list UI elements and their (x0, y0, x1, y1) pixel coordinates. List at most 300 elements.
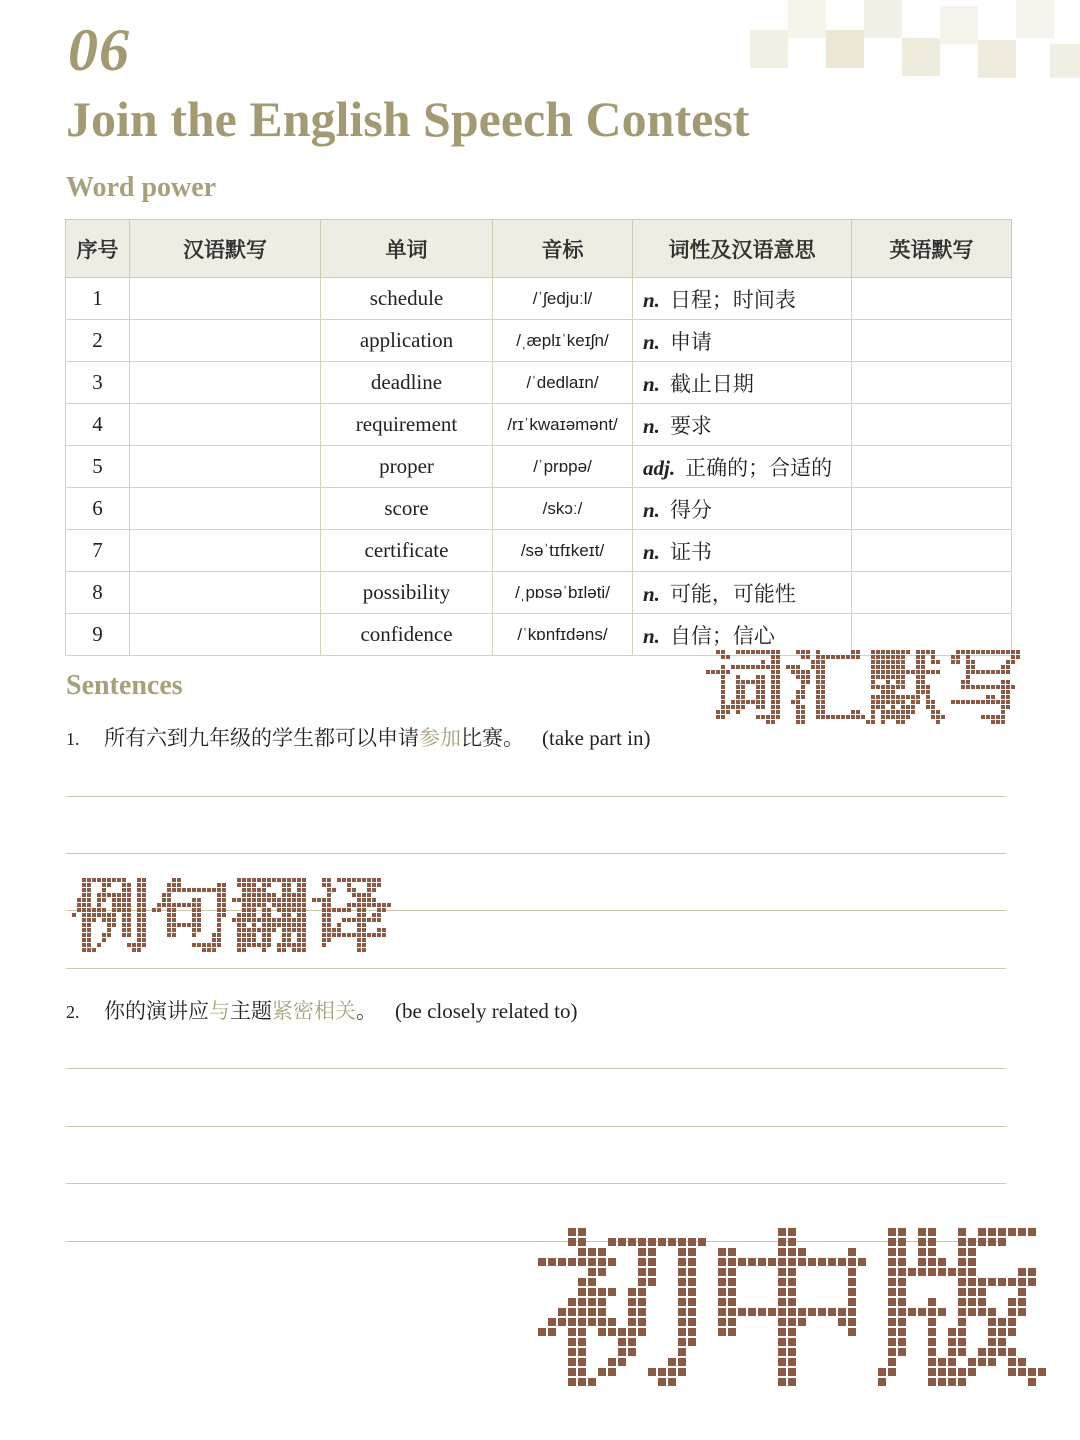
stamp-pixel (788, 1318, 796, 1326)
stamp-pixel (756, 695, 760, 699)
word-cell: application (321, 320, 493, 362)
stamp-pixel (382, 933, 386, 937)
stamp-pixel (102, 918, 106, 922)
stamp-pixel (886, 655, 890, 659)
stamp-pixel (821, 685, 825, 689)
answer-line[interactable] (66, 853, 1006, 854)
chinese-meaning: 截止日期 (669, 371, 754, 396)
stamp-pixel (881, 700, 885, 704)
english-dictation-cell[interactable] (852, 446, 1012, 488)
stamp-pixel (928, 1318, 936, 1326)
stamp-pixel (771, 690, 775, 694)
stamp-pixel (1006, 690, 1010, 694)
stamp-pixel (247, 893, 251, 897)
english-dictation-cell[interactable] (852, 572, 1012, 614)
stamp-pixel (776, 670, 780, 674)
stamp-pixel (1001, 670, 1005, 674)
stamp-pixel (598, 1328, 606, 1336)
stamp-pixel (257, 943, 261, 947)
stamp-pixel (262, 933, 266, 937)
stamp-pixel (998, 1338, 1006, 1346)
stamp-pixel (898, 1308, 906, 1316)
english-dictation-cell[interactable] (852, 530, 1012, 572)
stamp-pixel (891, 660, 895, 664)
stamp-pixel (167, 928, 171, 932)
stamp-pixel (961, 685, 965, 689)
stamp-pixel (721, 675, 725, 679)
stamp-pixel (958, 1348, 966, 1356)
stamp-pixel (192, 943, 196, 947)
stamp-pixel (881, 710, 885, 714)
stamp-pixel (736, 680, 740, 684)
stamp-pixel (262, 923, 266, 927)
stamp-pixel (252, 943, 256, 947)
stamp-pixel (851, 715, 855, 719)
stamp-pixel (332, 933, 336, 937)
stamp-pixel (871, 705, 875, 709)
english-dictation-cell[interactable] (852, 278, 1012, 320)
stamp-pixel (222, 913, 226, 917)
stamp-pixel (848, 1298, 856, 1306)
stamp-pixel (718, 1328, 726, 1336)
stamp-pixel (736, 705, 740, 709)
stamp-pixel (578, 1368, 586, 1376)
english-dictation-cell[interactable] (852, 320, 1012, 362)
stamp-pixel (568, 1238, 576, 1246)
stamp-pixel (741, 695, 745, 699)
stamp-pixel (956, 650, 960, 654)
stamp-pixel (252, 928, 256, 932)
stamp-pixel (771, 710, 775, 714)
stamp-pixel (87, 923, 91, 927)
sentence-text: 主题 (230, 999, 272, 1023)
stamp-pixel (958, 1248, 966, 1256)
stamp-pixel (142, 938, 146, 942)
table-row (66, 404, 1012, 446)
stamp-pixel (357, 923, 361, 927)
chinese-dictation-cell[interactable] (130, 446, 321, 488)
stamp-pixel (968, 1308, 976, 1316)
column-header: 词性及汉语意思 (633, 220, 852, 278)
stamp-pixel (891, 705, 895, 709)
stamp-pixel (237, 938, 241, 942)
stamp-pixel (938, 1368, 946, 1376)
stamp-pixel (372, 883, 376, 887)
stamp-pixel (821, 710, 825, 714)
stamp-pixel (688, 1308, 696, 1316)
stamp-pixel (721, 650, 725, 654)
stamp-pixel (906, 705, 910, 709)
stamp-pixel (776, 705, 780, 709)
stamp-pixel (858, 1258, 866, 1266)
stamp-pixel (97, 908, 101, 912)
stamp-pixel (362, 908, 366, 912)
stamp-pixel (102, 888, 106, 892)
stamp-pixel (217, 933, 221, 937)
stamp-pixel (87, 933, 91, 937)
stamp-pixel (971, 700, 975, 704)
english-dictation-cell[interactable] (852, 404, 1012, 446)
stamp-pixel (628, 1318, 636, 1326)
stamp-pixel (362, 938, 366, 942)
stamp-pixel (776, 665, 780, 669)
stamp-pixel (247, 908, 251, 912)
answer-line[interactable] (66, 1126, 1006, 1127)
stamp-pixel (347, 908, 351, 912)
stamp-pixel (122, 898, 126, 902)
stamp-pixel (372, 918, 376, 922)
stamp-pixel (896, 720, 900, 724)
stamp-pixel (222, 888, 226, 892)
stamp-pixel (287, 908, 291, 912)
stamp-pixel (588, 1298, 596, 1306)
stamp-pixel (362, 918, 366, 922)
stamp-pixel (886, 690, 890, 694)
stamp-pixel (988, 1278, 996, 1286)
stamp-pixel (928, 1228, 936, 1236)
key-phrase: 紧密相关 (272, 999, 356, 1023)
chinese-dictation-cell[interactable] (130, 320, 321, 362)
stamp-pixel (292, 918, 296, 922)
stamp-pixel (102, 893, 106, 897)
stamp-pixel (167, 918, 171, 922)
stamp-pixel (871, 700, 875, 704)
stamp-pixel (357, 933, 361, 937)
stamp-pixel (262, 903, 266, 907)
stamp-pixel (252, 923, 256, 927)
stamp-pixel (728, 1318, 736, 1326)
stamp-pixel (132, 948, 136, 952)
stamp-pixel (277, 908, 281, 912)
stamp-pixel (327, 903, 331, 907)
stamp-pixel (302, 948, 306, 952)
stamp-pixel (292, 943, 296, 947)
chinese-dictation-cell[interactable] (130, 572, 321, 614)
stamp-pixel (928, 1268, 936, 1276)
sentences-heading: Sentences (66, 670, 183, 701)
stamp-pixel (678, 1288, 686, 1296)
stamp-pixel (998, 1348, 1006, 1356)
stamp-pixel (1008, 1318, 1016, 1326)
stamp-pixel (898, 1348, 906, 1356)
sentence-1 (66, 722, 650, 752)
stamp-pixel (372, 898, 376, 902)
stamp-pixel (958, 1268, 966, 1276)
stamp-pixel (1006, 685, 1010, 689)
stamp-pixel (87, 898, 91, 902)
stamp-pixel (888, 1318, 896, 1326)
stamp-pixel (998, 1318, 1006, 1326)
stamp-pixel (776, 660, 780, 664)
stamp-pixel (901, 675, 905, 679)
stamp-pixel (918, 1308, 926, 1316)
stamp-pixel (831, 655, 835, 659)
phonetic-cell: /ˌæplɪˈkeɪʃn/ (493, 320, 633, 362)
stamp-pixel (986, 685, 990, 689)
stamp-pixel (332, 908, 336, 912)
answer-line[interactable] (66, 1068, 1006, 1069)
stamp-pixel (92, 948, 96, 952)
stamp-pixel (801, 685, 805, 689)
word-cell: requirement (321, 404, 493, 446)
stamp-pixel (598, 1318, 606, 1326)
stamp-pixel (372, 878, 376, 882)
stamp-pixel (202, 943, 206, 947)
stamp-pixel (367, 933, 371, 937)
stamp-pixel (746, 680, 750, 684)
answer-line[interactable] (66, 1183, 1006, 1184)
stamp-pixel (262, 948, 266, 952)
stamp-pixel (568, 1358, 576, 1366)
stamp-pixel (966, 660, 970, 664)
stamp-pixel (776, 650, 780, 654)
stamp-pixel (821, 700, 825, 704)
stamp-pixel (901, 665, 905, 669)
stamp-pixel (798, 1258, 806, 1266)
stamp-pixel (262, 893, 266, 897)
stamp-pixel (901, 710, 905, 714)
stamp-pixel (921, 690, 925, 694)
stamp-pixel (222, 903, 226, 907)
stamp-pixel (716, 710, 720, 714)
stamp-pixel (222, 898, 226, 902)
stamp-pixel (282, 948, 286, 952)
english-dictation-cell[interactable] (852, 488, 1012, 530)
sentence-text: 。 (356, 999, 377, 1023)
stamp-pixel (796, 700, 800, 704)
stamp-pixel (352, 918, 356, 922)
stamp-pixel (731, 700, 735, 704)
stamp-pixel (1016, 650, 1020, 654)
stamp-pixel (911, 695, 915, 699)
chinese-dictation-cell[interactable] (130, 404, 321, 446)
stamp-pixel (337, 923, 341, 927)
stamp-pixel (688, 1238, 696, 1246)
stamp-pixel (357, 903, 361, 907)
stamp-pixel (97, 943, 101, 947)
stamp-pixel (746, 650, 750, 654)
stamp-pixel (367, 883, 371, 887)
stamp-pixel (916, 675, 920, 679)
stamp-pixel (761, 690, 765, 694)
stamp-pixel (302, 938, 306, 942)
stamp-pixel (916, 695, 920, 699)
stamp-pixel (926, 700, 930, 704)
stamp-pixel (222, 883, 226, 887)
stamp-pixel (876, 660, 880, 664)
stamp-pixel (132, 943, 136, 947)
stamp-pixel (197, 943, 201, 947)
stamp-pixel (122, 893, 126, 897)
stamp-pixel (292, 903, 296, 907)
stamp-pixel (327, 938, 331, 942)
chinese-dictation-cell[interactable] (130, 530, 321, 572)
stamp-pixel (142, 888, 146, 892)
stamp-pixel (588, 1278, 596, 1286)
english-dictation-cell[interactable] (852, 362, 1012, 404)
stamp-pixel (848, 1268, 856, 1276)
stamp-pixel (821, 695, 825, 699)
stamp-pixel (856, 715, 860, 719)
stamp-pixel (272, 928, 276, 932)
stamp-pixel (778, 1378, 786, 1386)
answer-line[interactable] (66, 796, 1006, 797)
stamp-pixel (778, 1248, 786, 1256)
chinese-dictation-cell[interactable] (130, 488, 321, 530)
stamp-pixel (287, 883, 291, 887)
stamp-pixel (801, 710, 805, 714)
stamp-pixel (678, 1368, 686, 1376)
stamp-pixel (821, 665, 825, 669)
stamp-pixel (771, 695, 775, 699)
stamp-pixel (122, 888, 126, 892)
word-power-heading: Word power (66, 172, 217, 203)
stamp-pixel (322, 923, 326, 927)
chinese-dictation-cell[interactable] (130, 278, 321, 320)
part-of-speech: n. (643, 623, 660, 648)
stamp-pixel (916, 680, 920, 684)
stamp-pixel (921, 660, 925, 664)
stamp-pixel (1038, 1368, 1046, 1376)
stamp-pixel (282, 878, 286, 882)
stamp-pixel (921, 675, 925, 679)
stamp-pixel (87, 888, 91, 892)
vocab-dictation-stamp (706, 650, 1036, 732)
stamp-pixel (302, 913, 306, 917)
row-number: 3 (66, 362, 130, 404)
stamp-pixel (728, 1268, 736, 1276)
stamp-pixel (257, 928, 261, 932)
stamp-pixel (167, 898, 171, 902)
stamp-pixel (117, 893, 121, 897)
stamp-pixel (102, 908, 106, 912)
word-table (65, 219, 1012, 656)
stamp-pixel (292, 928, 296, 932)
stamp-pixel (788, 1278, 796, 1286)
chinese-dictation-cell[interactable] (130, 362, 321, 404)
stamp-pixel (886, 710, 890, 714)
stamp-pixel (916, 670, 920, 674)
stamp-pixel (112, 913, 116, 917)
stamp-pixel (991, 685, 995, 689)
stamp-pixel (688, 1338, 696, 1346)
stamp-pixel (848, 1318, 856, 1326)
stamp-pixel (848, 1258, 856, 1266)
stamp-pixel (287, 878, 291, 882)
stamp-pixel (728, 1308, 736, 1316)
stamp-pixel (678, 1348, 686, 1356)
stamp-pixel (112, 903, 116, 907)
stamp-pixel (816, 655, 820, 659)
stamp-pixel (801, 715, 805, 719)
stamp-pixel (898, 1298, 906, 1306)
stamp-pixel (638, 1298, 646, 1306)
stamp-pixel (1001, 720, 1005, 724)
stamp-pixel (928, 1238, 936, 1246)
junior-edition-stamp (538, 1228, 1050, 1402)
stamp-pixel (1006, 665, 1010, 669)
stamp-pixel (322, 878, 326, 882)
answer-line[interactable] (66, 968, 1006, 969)
stamp-pixel (761, 705, 765, 709)
stamp-pixel (886, 700, 890, 704)
chinese-dictation-cell[interactable] (130, 614, 321, 656)
stamp-pixel (172, 913, 176, 917)
stamp-pixel (771, 720, 775, 724)
stamp-pixel (102, 938, 106, 942)
stamp-pixel (638, 1318, 646, 1326)
stamp-pixel (776, 695, 780, 699)
stamp-pixel (262, 908, 266, 912)
stamp-pixel (362, 943, 366, 947)
stamp-pixel (801, 675, 805, 679)
stamp-pixel (921, 685, 925, 689)
stamp-pixel (187, 903, 191, 907)
stamp-pixel (968, 1238, 976, 1246)
stamp-pixel (796, 710, 800, 714)
stamp-pixel (82, 933, 86, 937)
stamp-pixel (916, 685, 920, 689)
stamp-pixel (756, 685, 760, 689)
stamp-pixel (347, 918, 351, 922)
stamp-pixel (958, 1298, 966, 1306)
chinese-meaning: 要求 (669, 413, 712, 438)
stamp-pixel (598, 1268, 606, 1276)
stamp-pixel (82, 878, 86, 882)
stamp-pixel (588, 1318, 596, 1326)
stamp-pixel (1028, 1368, 1036, 1376)
stamp-pixel (322, 913, 326, 917)
stamp-pixel (986, 715, 990, 719)
stamp-pixel (968, 1358, 976, 1366)
stamp-pixel (966, 685, 970, 689)
stamp-pixel (82, 918, 86, 922)
stamp-pixel (878, 1378, 886, 1386)
stamp-pixel (791, 670, 795, 674)
stamp-pixel (1001, 650, 1005, 654)
stamp-pixel (788, 1298, 796, 1306)
stamp-pixel (1018, 1358, 1026, 1366)
stamp-pixel (1011, 650, 1015, 654)
stamp-pixel (928, 1248, 936, 1256)
stamp-pixel (352, 903, 356, 907)
stamp-pixel (322, 943, 326, 947)
key-phrase: 参加 (419, 726, 461, 750)
stamp-pixel (262, 913, 266, 917)
stamp-pixel (891, 690, 895, 694)
stamp-pixel (966, 675, 970, 679)
stamp-pixel (167, 908, 171, 912)
stamp-pixel (888, 1368, 896, 1376)
stamp-pixel (247, 943, 251, 947)
stamp-pixel (237, 928, 241, 932)
stamp-pixel (192, 908, 196, 912)
stamp-pixel (217, 943, 221, 947)
stamp-pixel (1001, 710, 1005, 714)
stamp-pixel (192, 913, 196, 917)
stamp-pixel (958, 1278, 966, 1286)
stamp-pixel (352, 888, 356, 892)
stamp-pixel (926, 670, 930, 674)
stamp-pixel (347, 903, 351, 907)
stamp-pixel (996, 685, 1000, 689)
stamp-pixel (758, 1308, 766, 1316)
stamp-pixel (332, 928, 336, 932)
stamp-pixel (796, 650, 800, 654)
stamp-pixel (112, 923, 116, 927)
stamp-pixel (991, 670, 995, 674)
stamp-pixel (721, 700, 725, 704)
